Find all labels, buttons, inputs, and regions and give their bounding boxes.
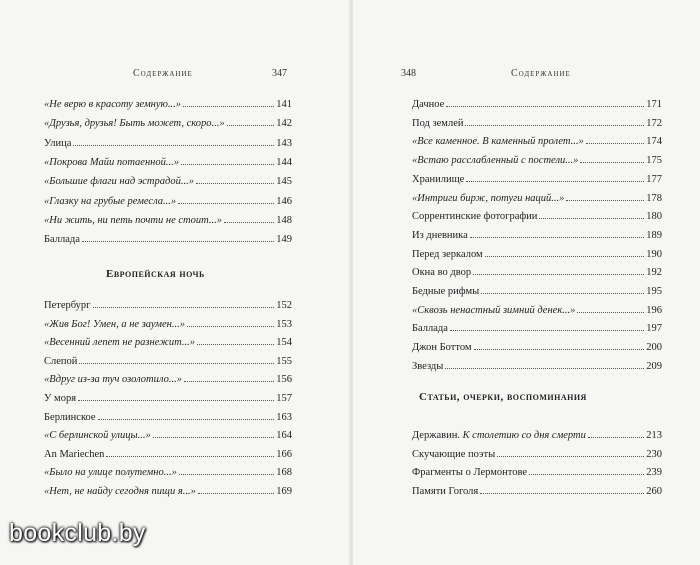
toc-entry-page: 144: [276, 156, 292, 168]
toc-entry-title-text: «Сквозь ненастный зимний денек...»: [412, 304, 576, 316]
toc-entry-page: 209: [646, 360, 662, 372]
page-number: 348: [401, 68, 416, 79]
toc-entry-title: [412, 266, 471, 280]
toc-entry-title: [412, 192, 564, 206]
page-number: 347: [272, 68, 287, 79]
toc-entry-title: [44, 137, 71, 151]
dot-leader: [196, 174, 274, 184]
dot-leader: [481, 284, 644, 294]
toc-entry-title-text: «С берлинской улицы...»: [44, 430, 151, 442]
toc-entry-title: [412, 304, 575, 318]
toc-entry: [412, 228, 662, 242]
toc-entry-title-text: Берлинское: [44, 411, 96, 423]
toc-entry-page: 260: [646, 486, 662, 498]
toc-entry-title: [412, 248, 483, 262]
section-title: Европейская ночь: [106, 268, 205, 280]
dot-leader: [187, 317, 274, 327]
toc-entry: [412, 303, 662, 317]
toc-entry-title-text: «Нет, не найду сегодня пищи я...»: [44, 486, 196, 497]
toc-entry: [44, 410, 292, 424]
toc-entry-page: 156: [276, 374, 292, 386]
dot-leader: [184, 372, 274, 382]
toc-entry-title-text: «Было на улице полутемно...»: [44, 467, 177, 479]
toc-entry-title: [412, 135, 584, 149]
dot-leader: [539, 209, 644, 219]
toc-entry-title-text: «Покрова Майи потаенной...»: [44, 156, 179, 168]
toc-entry-title-text: «Интриги бирж, потуги наций...»: [412, 192, 565, 204]
toc-entry: [44, 298, 292, 312]
toc-entry: [44, 194, 292, 208]
toc-entry: [44, 447, 292, 461]
toc-entry-title: [44, 411, 96, 425]
toc-entry-title-text: An Mariechen: [44, 448, 105, 460]
dot-leader: [473, 265, 644, 275]
toc-entry-title: [44, 156, 179, 170]
toc-entry: [44, 116, 292, 130]
toc-entry-title-text: Соррентинские фотографии: [412, 211, 538, 223]
toc-entry-title-text: «Весенний лепет не разнежит...»: [44, 337, 195, 349]
toc-entry-page: 149: [276, 234, 292, 246]
toc-entry-page: 200: [646, 342, 662, 354]
section-title: Статьи, очерки, воспоминания: [419, 391, 587, 403]
toc-entry-title-text: «Ни жить, ни петь почти не стоит...»: [44, 214, 222, 226]
toc-entry-page: 146: [276, 195, 292, 207]
dot-leader: [79, 354, 274, 364]
toc-entry-page: 164: [276, 430, 292, 442]
dot-leader: [197, 335, 274, 345]
dot-leader: [198, 484, 274, 494]
toc-entry-page: 157: [276, 393, 292, 404]
toc-entry: [44, 317, 292, 331]
toc-entry-title: [412, 322, 448, 336]
dot-leader: [465, 116, 644, 126]
dot-leader: [153, 428, 275, 438]
toc-entry-page: 180: [646, 211, 662, 223]
toc-entry-page: 189: [646, 229, 662, 241]
toc-entry-title: [412, 341, 472, 355]
toc-entry-page: 154: [276, 337, 292, 349]
toc-entry: [412, 153, 662, 167]
toc-entry-page: 155: [276, 355, 292, 367]
toc-entry-title: [412, 229, 468, 243]
toc-entry: [44, 372, 292, 386]
toc-entry-title-text: «Не верю в красоту земную...»: [44, 99, 182, 110]
dot-leader: [73, 136, 274, 146]
toc-entry-title: [412, 360, 443, 374]
toc-entry-page: 177: [646, 173, 662, 185]
dot-leader: [93, 298, 275, 308]
toc-entry-page: 230: [646, 448, 662, 460]
toc-entry-title-text: «Все каменное. В каменный пролет...»: [412, 136, 584, 148]
toc-entry: [44, 155, 292, 169]
toc-entry: [412, 116, 662, 130]
dot-leader: [227, 116, 275, 126]
toc-entry: [412, 265, 662, 279]
toc-entry: [44, 354, 292, 368]
toc-entry-title-text: Петербург: [44, 300, 91, 311]
dot-leader: [577, 303, 644, 313]
toc-entry-page: 196: [646, 304, 662, 316]
toc-entry-page: 153: [276, 318, 292, 330]
toc-entry-title-text: «Встаю расслабленный с постели...»: [412, 155, 579, 167]
toc-entry-title-text: У моря: [44, 393, 77, 404]
dot-leader: [566, 191, 644, 201]
toc-entry-page: 239: [646, 467, 662, 479]
toc-entry-title: [44, 117, 225, 131]
toc-entry-page: 168: [276, 467, 292, 479]
toc-entry: [44, 136, 292, 150]
watermark-logo: bookclub.by: [9, 519, 146, 547]
toc-entry-title-text: «Жив Бог! Умен, а не заумен...»: [44, 318, 185, 330]
toc-entry-title-text: Бедные рифмы: [412, 286, 480, 297]
running-head: Содержание: [133, 68, 193, 79]
toc-entry-title: [44, 299, 91, 313]
running-head: Содержание: [511, 68, 571, 79]
dot-leader: [450, 321, 644, 331]
dot-leader: [98, 410, 275, 420]
dot-leader: [82, 232, 274, 242]
toc-entry-title-text: Баллада: [44, 234, 80, 246]
dot-leader: [446, 97, 644, 107]
toc-entry-title-text: Улица: [44, 137, 72, 149]
toc-entry-page: 178: [646, 192, 662, 204]
toc-entry-title: [44, 466, 177, 480]
toc-entry: [412, 191, 662, 205]
toc-entry: [44, 428, 292, 442]
toc-entry: [412, 172, 662, 186]
toc-entry-title-text: Под землей: [412, 117, 464, 129]
toc-entry-page: 163: [276, 411, 292, 423]
toc-entry: [412, 134, 662, 148]
toc-entry-title: [44, 233, 80, 247]
dot-leader: [497, 447, 644, 457]
toc-entry-title-text: Джон Боттом: [412, 342, 472, 354]
toc-entry: [412, 428, 662, 442]
toc-entry-title: [412, 448, 495, 462]
toc-entry-page: 141: [276, 99, 292, 110]
toc-entry-page: 172: [646, 117, 662, 129]
toc-entry: [412, 97, 662, 111]
toc-entry-title-text: «Глазку на грубые ремесла...»: [44, 195, 177, 207]
toc-entry-title-text: Памяти Гоголя: [412, 486, 479, 498]
toc-entry: [44, 213, 292, 227]
toc-entry-title-text: Фрагменты о Лермонтове: [412, 467, 528, 479]
dot-leader: [445, 359, 644, 369]
toc-entry: [44, 484, 292, 498]
dot-leader: [470, 228, 644, 238]
toc-entry-page: 148: [276, 214, 292, 226]
toc-entry-page: 197: [646, 323, 662, 335]
toc-entry-title: [44, 373, 182, 387]
toc-entry-title-text: Слепой: [44, 355, 78, 367]
toc-entry-title: [412, 485, 478, 499]
toc-entry: [412, 321, 662, 335]
toc-entry-title-text: Скучающие поэты: [412, 448, 496, 460]
toc-entry-page: 174: [646, 136, 662, 148]
toc-entry-title: [44, 355, 77, 369]
dot-leader: [181, 155, 274, 165]
dot-leader: [183, 97, 274, 107]
toc-entry-title-text: Державин.: [412, 430, 463, 441]
toc-entry: [44, 97, 292, 111]
toc-entry-title-text: Перед зеркалом: [412, 248, 483, 260]
toc-entry-title: [412, 154, 578, 168]
toc-entry-subtitle: К столетию со дня смерти: [462, 430, 586, 441]
toc-entry-title-text: «Вдруг из-за туч озолотило...»: [44, 374, 182, 386]
toc-entry-title: [44, 429, 151, 443]
right-page: [353, 0, 700, 565]
toc-entry-title: [44, 214, 222, 228]
toc-entry-page: 171: [646, 99, 662, 110]
toc-entry-title-text: Хранилище: [412, 173, 465, 185]
dot-leader: [466, 172, 644, 182]
toc-entry: [44, 465, 292, 479]
toc-entry-title-text: Звезды: [412, 360, 444, 372]
toc-entry-page: 190: [646, 248, 662, 260]
toc-entry: [44, 335, 292, 349]
toc-entry-title: [412, 285, 479, 299]
toc-entry-title-text: Окна во двор: [412, 267, 472, 279]
toc-entry: [44, 232, 292, 246]
toc-entry: [412, 447, 662, 461]
toc-entry-title: [44, 195, 176, 209]
toc-entry: [44, 174, 292, 188]
toc-entry-title: [44, 336, 195, 350]
dot-leader: [586, 134, 645, 144]
toc-entry-title: [412, 98, 444, 112]
toc-entry-title-text: Дачное: [412, 99, 445, 110]
toc-entry-page: 166: [276, 448, 292, 460]
toc-entry-page: 169: [276, 486, 292, 497]
toc-entry-title: [412, 429, 586, 443]
toc-entry: [44, 391, 292, 405]
toc-entry-page: 143: [276, 137, 292, 149]
toc-entry-page: 142: [276, 118, 292, 130]
toc-entry-title-text: Из дневника: [412, 229, 468, 241]
toc-entry-title: [44, 175, 194, 189]
dot-leader: [78, 391, 274, 401]
toc-entry: [412, 465, 662, 479]
toc-entry-title: [412, 173, 464, 187]
toc-entry-title-text: «Большие флаги над эстрадой...»: [44, 176, 194, 188]
toc-entry-page: 192: [646, 267, 662, 279]
toc-entry-title: [44, 392, 76, 406]
toc-entry-page: 213: [646, 430, 662, 441]
toc-entry-title: [44, 448, 104, 462]
toc-entry-title: [44, 485, 196, 499]
dot-leader: [580, 153, 644, 163]
toc-entry-page: 175: [646, 155, 662, 167]
toc-entry: [412, 209, 662, 223]
toc-entry-title: [412, 466, 527, 480]
toc-entry-page: 152: [276, 300, 292, 311]
dot-leader: [106, 447, 274, 457]
dot-leader: [480, 484, 644, 494]
toc-entry-page: 195: [646, 286, 662, 297]
toc-entry-title-text: Баллада: [412, 323, 448, 335]
dot-leader: [179, 465, 274, 475]
dot-leader: [529, 465, 644, 475]
dot-leader: [485, 247, 645, 257]
toc-entry: [412, 340, 662, 354]
toc-entry-title: [44, 98, 181, 112]
dot-leader: [224, 213, 274, 223]
toc-entry: [412, 247, 662, 261]
toc-entry-page: 145: [276, 176, 292, 188]
toc-entry: [412, 284, 662, 298]
toc-entry-title: [412, 117, 463, 131]
toc-entry-title: [412, 210, 537, 224]
dot-leader: [474, 340, 645, 350]
toc-entry-title-text: «Друзья, друзья! Быть может, скоро...»: [44, 118, 225, 130]
toc-entry: [412, 359, 662, 373]
dot-leader: [178, 194, 274, 204]
dot-leader: [588, 428, 644, 438]
toc-entry: [412, 484, 662, 498]
toc-entry-title: [44, 318, 185, 332]
